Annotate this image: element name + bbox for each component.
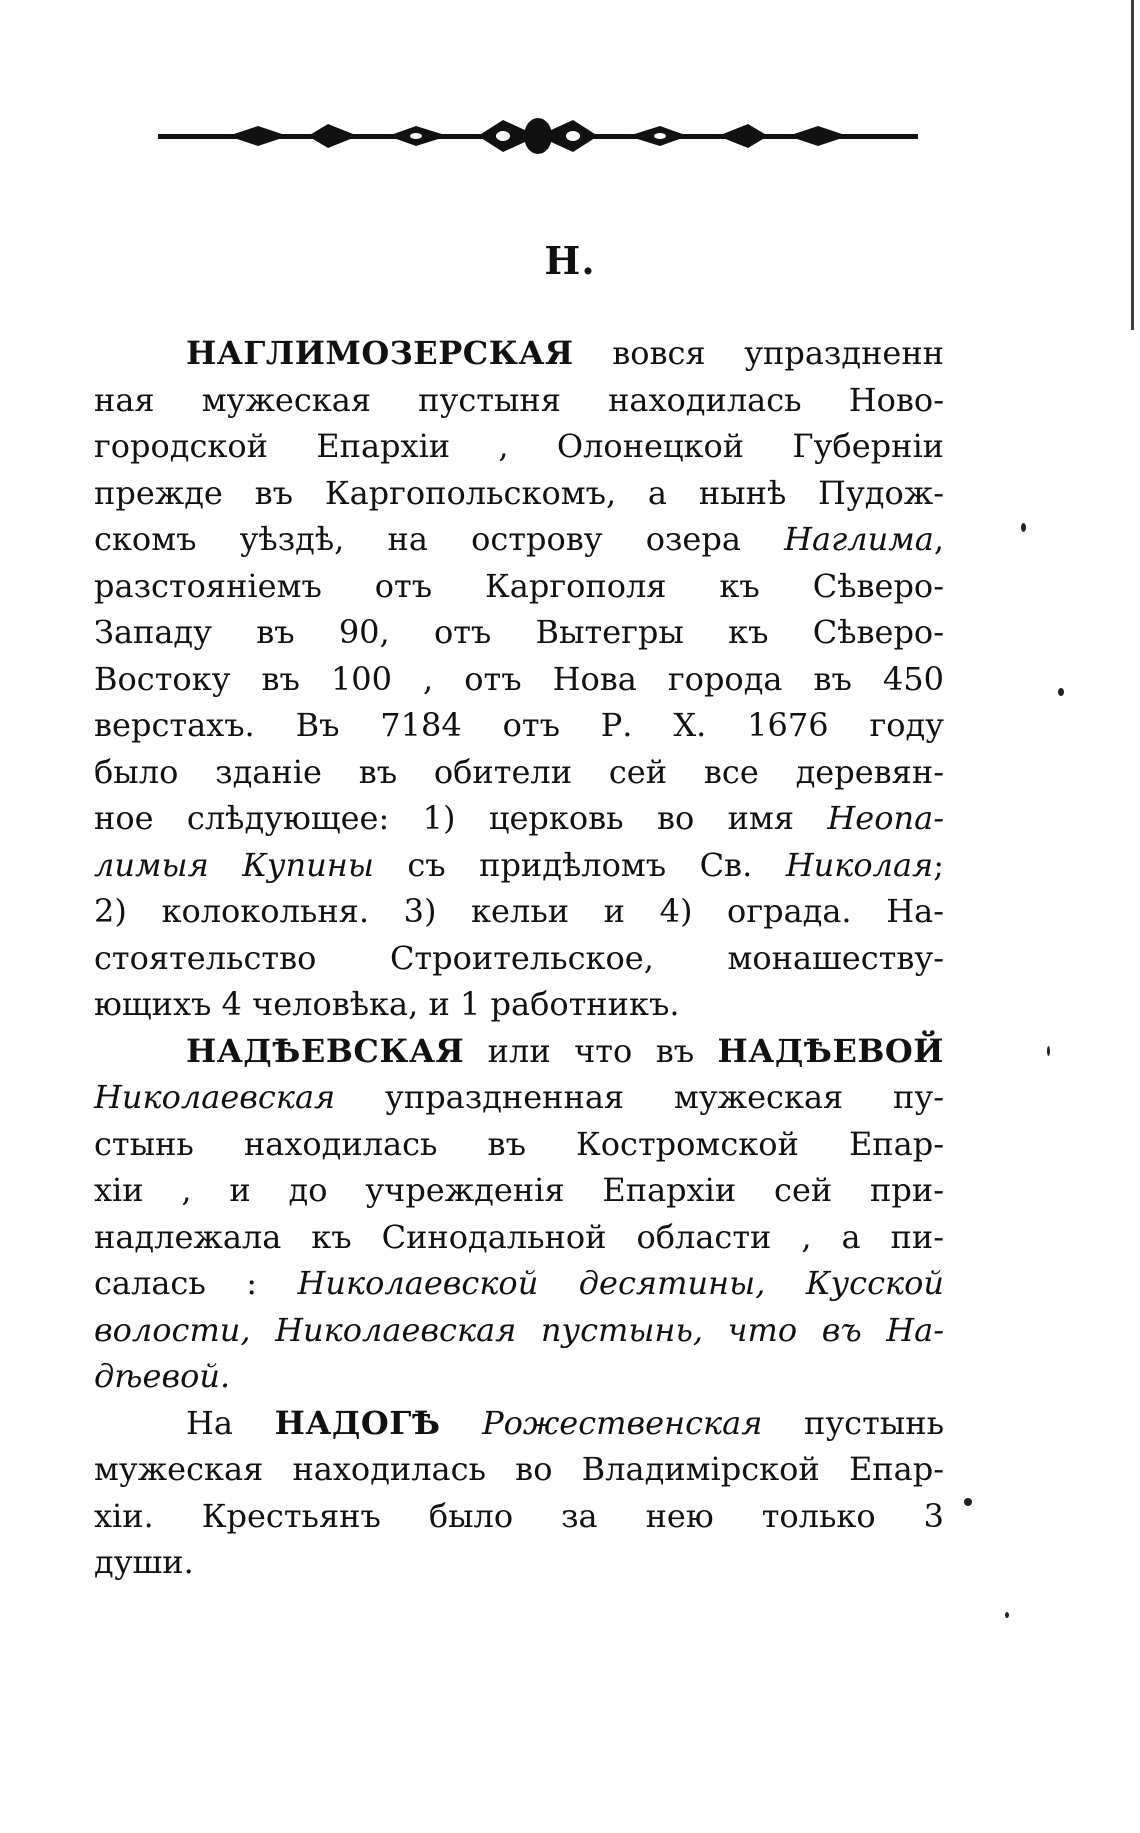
text-line — [94, 1121, 944, 1168]
text-line — [94, 842, 944, 889]
text-run: было зданіе въ обители сей все деревян- — [94, 752, 944, 791]
text-line — [94, 1260, 944, 1307]
text-line — [94, 609, 944, 656]
text-run: Востоку въ 100 , отъ Нова города въ 450 — [94, 659, 944, 698]
text-run — [440, 1404, 482, 1442]
text-run: салась : — [94, 1264, 298, 1302]
print-speck — [1058, 688, 1064, 696]
text-run: скомъ уѣздѣ, на острову озера — [94, 520, 785, 558]
text-run: упраздненная мужеская пу- — [335, 1078, 944, 1116]
text-line — [94, 1446, 944, 1493]
text-line — [94, 1493, 944, 1540]
print-speck — [964, 1498, 972, 1506]
text-line — [94, 1539, 944, 1586]
text-run: души. — [94, 1543, 194, 1581]
print-speck — [1005, 1612, 1009, 1618]
text-line — [94, 1307, 944, 1354]
text-run: волости, Николаевская пустынь, что въ На- — [94, 1310, 944, 1349]
text-line — [94, 888, 944, 935]
text-run: , — [933, 520, 944, 558]
text-run: вовся упраздненн — [573, 334, 944, 372]
section-heading: Н. — [544, 238, 596, 283]
text-run: ное слѣдующее: 1) церковь во имя — [94, 799, 828, 837]
text-line — [94, 1353, 944, 1400]
text-run: прежде въ Каргопольскомъ, а нынѣ Пудож- — [94, 473, 944, 512]
text-run: ; — [933, 845, 945, 884]
text-run: НАДѢЕВСКАЯ — [186, 1031, 465, 1070]
text-run: 2) колокольня. 3) кельи и 4) ограда. На- — [94, 892, 944, 930]
text-line — [94, 563, 944, 610]
text-line — [94, 981, 944, 1028]
text-body — [94, 330, 944, 1586]
text-run: хіи. Крестьянъ было за нею только 3 — [94, 1496, 944, 1535]
text-line — [94, 470, 944, 517]
text-run: верстахъ. Въ 7184 отъ Р. Х. 1676 году — [94, 706, 944, 744]
text-run: пустынь — [762, 1403, 945, 1442]
text-run: мужеская находилась во Владимірской Епар- — [94, 1450, 944, 1488]
text-line — [94, 1214, 944, 1261]
text-run: лимыя Купины — [94, 845, 374, 884]
text-line — [94, 330, 944, 377]
text-line — [94, 935, 944, 982]
text-run: Рожественская — [482, 1403, 763, 1442]
text-run: ющихъ 4 человѣка, и 1 работникъ. — [94, 985, 680, 1023]
text-run: стоятельство Строительское, монашеству- — [94, 938, 944, 977]
text-line — [94, 1028, 944, 1075]
text-run: Неопа- — [827, 799, 944, 837]
text-run: Наглима — [784, 520, 934, 558]
text-run: или что въ — [464, 1031, 718, 1070]
text-run: НАДѢЕВОЙ — [717, 1031, 944, 1070]
text-run: надлежала къ Синодальной области , а пи- — [94, 1217, 944, 1256]
text-line — [94, 1167, 944, 1214]
text-line — [94, 749, 944, 796]
text-line — [94, 423, 944, 470]
decorative-ornament-rule — [158, 112, 918, 162]
text-run: На — [186, 1403, 275, 1442]
text-line — [94, 702, 944, 749]
print-speck — [1047, 1046, 1050, 1056]
text-line — [94, 1400, 944, 1447]
text-line — [94, 795, 944, 842]
text-run: НАГЛИМОЗЕРСКАЯ — [186, 334, 574, 372]
text-run: городской Епархіи , Олонецкой Губерніи — [94, 427, 944, 465]
text-run: дѣевой. — [94, 1357, 231, 1395]
text-run: ная мужеская пустыня находилась Ново- — [94, 380, 944, 419]
text-run: Николая — [785, 845, 934, 884]
text-line — [94, 516, 944, 563]
text-run: разстояніемъ отъ Каргополя къ Сѣверо- — [94, 566, 944, 605]
text-line — [94, 1074, 944, 1121]
text-run: съ придѣломъ Св. — [373, 845, 786, 884]
text-run: хіи , и до учрежденія Епархіи сей при- — [94, 1171, 944, 1209]
text-run: стынь находилась въ Костромской Епар- — [94, 1124, 944, 1163]
text-run: Николаевской десятины, Кусской — [297, 1264, 944, 1302]
text-line — [94, 377, 944, 424]
print-speck — [1021, 523, 1026, 532]
text-line — [94, 656, 944, 703]
text-run: НАДОГѢ — [274, 1403, 441, 1442]
text-run: Западу въ 90, отъ Вытегры къ Сѣверо- — [94, 613, 944, 651]
text-run: Николаевская — [94, 1078, 336, 1116]
